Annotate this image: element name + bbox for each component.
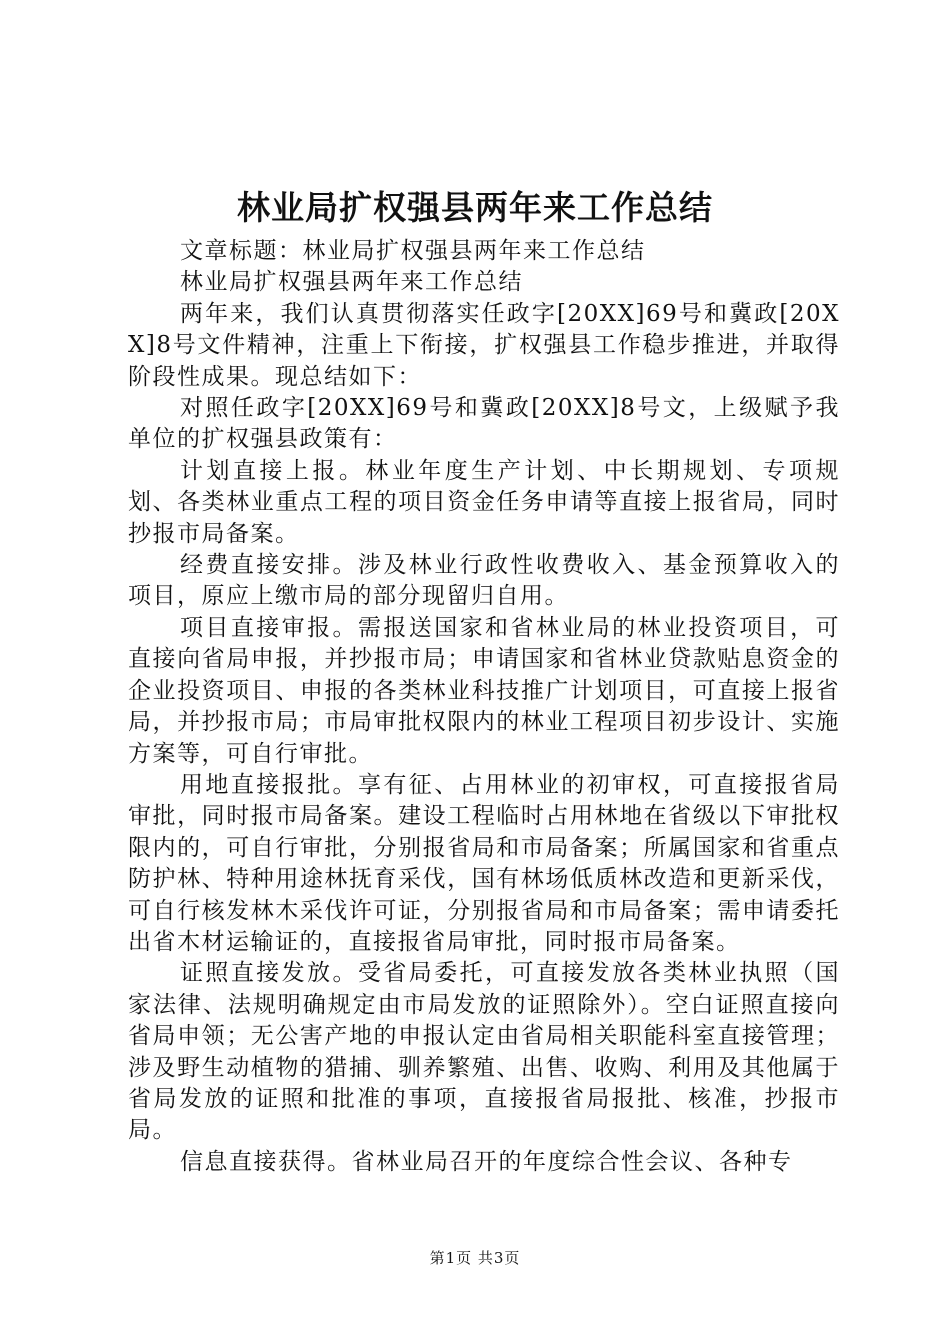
document-title: 林业局扩权强县两年来工作总结 — [237, 188, 713, 227]
license-paragraph: 证照直接发放。受省局委托，可直接发放各类林业执照（国家法律、法规明确规定由市局发放的证照除外）。空白证照直接向省局申领；无公害产地的申报认定由省局相关职能科室直接管理；涉及野生动植物的猎捕、驯养繁殖、出售、收购、利用及其他属于省局发放的证照和批准的事项，直接报省局报批、核准，抄报市局。 — [128, 960, 840, 1144]
funding-paragraph: 经费直接安排。涉及林业行政性收费收入、基金预算收入的项目，原应上缴市局的部分现留归自用。 — [128, 552, 840, 610]
page-footer: 第1页 共3页 — [429, 1249, 521, 1267]
plan-paragraph: 计划直接上报。林业年度生产计划、中长期规划、专项规划、各类林业重点工程的项目资金任务申请等直接上报省局，同时抄报市局备案。 — [128, 457, 840, 547]
document-body — [128, 236, 840, 1178]
subtitle-line: 林业局扩权强县两年来工作总结 — [180, 269, 523, 296]
policy-intro-paragraph: 对照任政字[20XX]69号和冀政[20XX]8号文，上级赋予我单位的扩权强县政策有： — [128, 395, 840, 453]
intro-paragraph: 两年来，我们认真贯彻落实任政字[20XX]69号和冀政[20XX]8号文件精神，注重上下衔接，扩权强县工作稳步推进，并取得阶段性成果。现总结如下： — [128, 300, 840, 390]
article-title-line: 文章标题：林业局扩权强县两年来工作总结 — [180, 238, 646, 264]
land-use-paragraph: 用地直接报批。享有征、占用林业的初审权，可直接报省局审批，同时报市局备案。建设工程临时占用林地在省级以下审批权限内的，可自行审批，分别报省局和市局备案；所属国家和省重点防护林、特种用途林抚育采伐，国有林场低质林改造和更新采伐，可自行核发林木采伐许可证，分别报省局和市局备案；需申请委托出省木材运输证的，直接报省局审批，同时报市局备案。 — [128, 771, 840, 955]
information-paragraph: 信息直接获得。省林业局召开的年度综合性会议、各种专 — [180, 1148, 793, 1175]
project-paragraph: 项目直接审报。需报送国家和省林业局的林业投资项目，可直接向省局申报，并抄报市局；申请国家和省林业贷款贴息资金的企业投资项目、申报的各类林业科技推广计划项目，可直接上报省局，并抄报市局；市局审批权限内的林业工程项目初步设计、实施方案等，可自行审批。 — [128, 614, 840, 767]
